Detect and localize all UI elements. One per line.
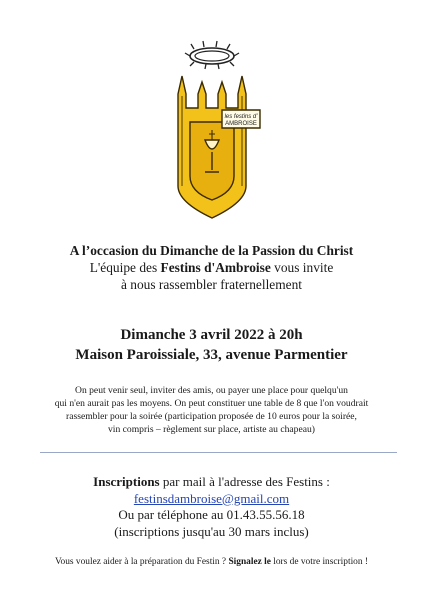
details-line-4: vin compris – règlement sur place, artiste au chapeau) [108,424,315,435]
invite-prefix: L'équipe des [89,260,161,275]
details-block [0,384,423,436]
gather-line: à nous rassembler fraternellement [120,277,303,292]
festins-name: Festins d'Ambroise [160,260,271,275]
deadline-line: (inscriptions jusqu'au 30 mars inclus) [114,523,309,539]
help-bold: Signalez le [228,557,271,567]
occasion-line: A l’occasion du Dimanche de la Passion du Christ [69,243,354,258]
divider [40,452,397,453]
inscriptions-rest: par mail à l'adresse des Festins : [159,474,330,489]
logo-text-line1: les festins d' [224,114,258,120]
crown-of-thorns-icon [185,41,239,69]
help-suffix: lors de votre inscription ! [270,557,369,567]
invite-suffix: vous invite [270,260,334,275]
details-line-2: qui n'en aurait pas les moyens. On peut constituer une table de 8 que l'on voudrait [54,398,369,409]
event-date: Dimanche 3 avril 2022 à 20h [120,327,303,343]
email-link[interactable]: festinsdambroise@gmail.com [133,490,290,506]
help-line [0,556,423,568]
logo-text-line2: AMBROISE [225,121,257,127]
festins-ambroise-emblem [160,36,265,226]
intro-block [0,242,423,293]
details-line-1: On peut venir seul, inviter des amis, ou payer une place pour quelqu'un [75,385,348,396]
help-prefix: Vous voulez aider à la préparation du Festin ? [54,557,229,567]
invite-line [0,259,423,276]
inscriptions-block [0,474,423,540]
event-block [0,325,423,365]
details-line-3: rassembler pour la soirée (participation proposée de 10 euros pour la soirée, [66,411,357,422]
phone-line: Ou par téléphone au 01.43.55.56.18 [118,507,305,522]
event-place: Maison Paroissiale, 33, avenue Parmentier [75,347,348,363]
gothic-shield-icon [178,76,260,218]
inscriptions-line [0,474,423,491]
inscriptions-label: Inscriptions [93,474,160,489]
